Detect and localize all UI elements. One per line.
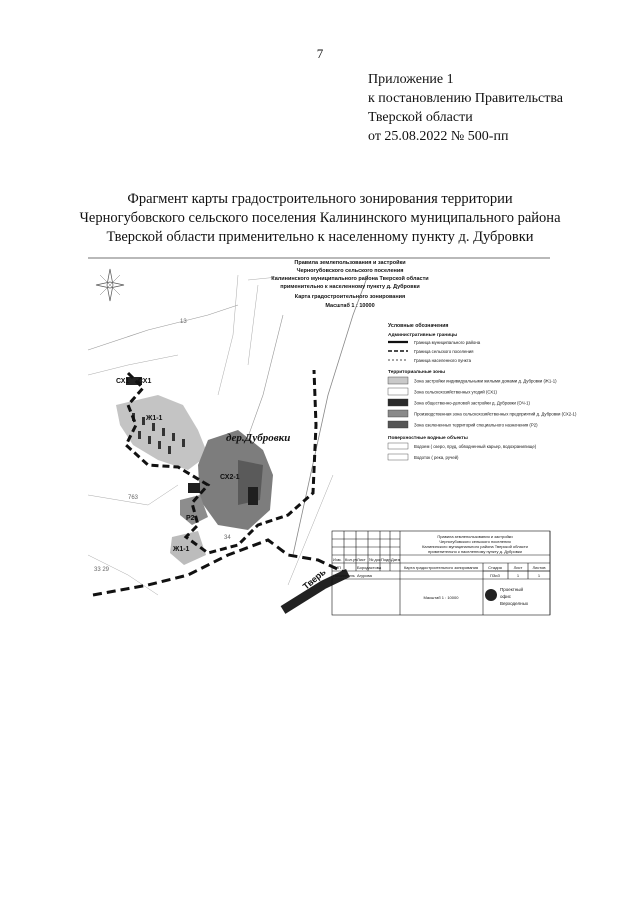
appendix-line: от 25.08.2022 № 500-пп xyxy=(368,129,509,144)
map-header-line: применительно к населенному пункту д. Дубровки xyxy=(280,284,420,290)
stamp-isp-name: Агурова xyxy=(357,573,372,578)
stamp-sheet-h: Лист xyxy=(513,565,523,570)
legend-item: Зона общественно-деловой застройки д. Дубровки (ОЧ-1) xyxy=(414,400,530,406)
label-zh1: Ж1-1 xyxy=(146,415,163,422)
title-line: Тверской области применительно к населенному пункту д. Дубровки xyxy=(106,229,534,245)
label-parcel: 13 xyxy=(180,319,187,325)
stamp-gip: ГИП xyxy=(333,565,341,570)
stamp-sheets-h: Листов xyxy=(532,565,546,570)
label-sh21: СХ2-1 xyxy=(220,474,240,481)
map-header-line: Черногубовского сельского поселения xyxy=(296,268,404,274)
label-parcel: 763 xyxy=(128,495,139,501)
stamp-title: Правила землепользования и застройки xyxy=(437,534,513,539)
label-zh1-lower: Ж1-1 xyxy=(173,546,190,553)
legend-heading: Поверхностные водные объекты xyxy=(388,436,468,441)
document-title xyxy=(40,190,600,247)
label-parcel: 34 xyxy=(224,535,231,541)
page-number: 7 xyxy=(316,46,324,61)
label-tver: Тверь xyxy=(300,566,328,592)
zoning-map xyxy=(88,255,577,615)
stamp-title: применительно к населенному пункту д. Дубровки xyxy=(428,549,522,554)
appendix-line: Тверской области xyxy=(368,110,473,125)
appendix-line: к постановлению Правительства xyxy=(368,91,564,106)
stamp-col: Дата xyxy=(391,557,400,562)
legend-item: Производственная зона сельскохозяйственных предприятий д. Дубровки (СХ2-1) xyxy=(414,411,577,417)
stamp-org: Верходелных xyxy=(500,601,529,606)
stamp-gip-name: Бородастова xyxy=(357,565,382,570)
legend-heading: Административные границы xyxy=(388,333,458,338)
title-line: Фрагмент карты градостроительного зонирования территории xyxy=(127,191,513,207)
stamp-isp: Исполнитель xyxy=(333,574,355,578)
stamp-title: Калининского муниципального района Тверской области xyxy=(422,544,528,549)
legend-item: Зона озелененных территорий специального назначения (Р2) xyxy=(414,422,538,428)
stamp-col: Изм. xyxy=(333,557,342,562)
map-header-scale: Масштаб 1 : 10000 xyxy=(325,303,375,309)
appendix-block xyxy=(368,70,563,146)
stamp-sheet: 1 xyxy=(516,573,520,578)
legend-item: Граница населенного пункта xyxy=(414,358,472,363)
label-village: дер.Дубровки xyxy=(226,432,291,444)
stamp-col: Кол.уч xyxy=(345,557,357,562)
label-sh1: СХ1 xyxy=(138,378,152,385)
stamp-stage: ПЗиЗ xyxy=(490,573,500,578)
stamp-col: Подп. xyxy=(381,557,392,562)
stamp-org: Проектный xyxy=(500,587,524,592)
map-header-line: Калининского муниципального района Тверской области xyxy=(271,276,429,282)
stamp-sheets: 1 xyxy=(537,573,541,578)
label-r2: Р2 xyxy=(186,515,195,522)
label-parcel: 33 29 xyxy=(94,567,110,573)
stamp-col: № док xyxy=(369,557,381,562)
label-sh1: СХ1 xyxy=(116,378,130,385)
stamp-scale: Масштаб 1 : 10000 xyxy=(423,595,459,600)
title-line: Черногубовского сельского поселения Калининского муниципального района xyxy=(79,210,561,226)
stamp-stage-h: Стадия xyxy=(488,565,502,570)
legend-title: Условные обозначения xyxy=(388,323,449,329)
stamp-col: Лист xyxy=(357,557,366,562)
legend-item: Зона застройки индивидуальными жилыми домами д. Дубровки (Ж1-1) xyxy=(414,378,557,384)
legend-item: Граница муниципального района xyxy=(414,340,481,345)
map-header-line: Карта градостроительного зонирования xyxy=(294,294,406,300)
legend-item: Водоток ( река, ручей) xyxy=(414,455,459,460)
legend-heading: Территориальные зоны xyxy=(388,370,446,375)
map-header-line: Правила землепользования и застройки xyxy=(294,260,406,266)
stamp-title: Черногубовского сельского поселения xyxy=(439,539,511,544)
stamp-org: офис xyxy=(500,594,511,599)
legend-item: Граница сельского поселения xyxy=(414,349,474,354)
org-logo-icon xyxy=(485,589,497,601)
legend-item: Зона сельскохозяйственных угодий (СХ1) xyxy=(414,389,497,395)
stamp-sheet-title: Карта градостроительного зонирования xyxy=(403,565,479,570)
legend-item: Водоем ( озеро, пруд, обводненный карьер, водохранилище) xyxy=(414,444,537,449)
appendix-line: Приложение 1 xyxy=(368,72,454,87)
